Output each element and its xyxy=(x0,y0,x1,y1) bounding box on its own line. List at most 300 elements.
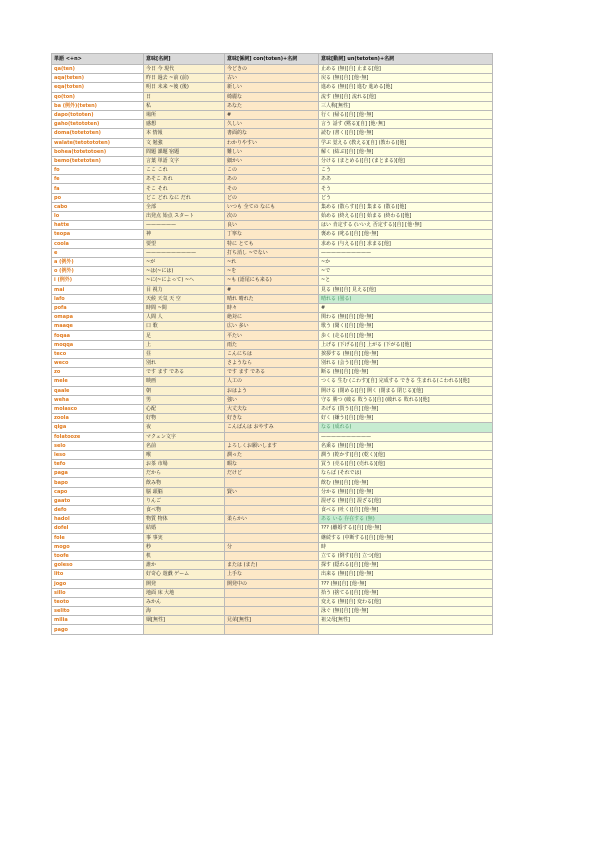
cell-word: maaqe xyxy=(52,322,144,331)
cell-word: fo xyxy=(52,166,144,175)
cell-verb: 立てる (倒す)[自] 立つ[他] xyxy=(319,551,493,560)
table-row xyxy=(52,303,493,312)
cell-noun: 足 xyxy=(144,331,225,340)
cell-word: milia xyxy=(52,616,144,625)
cell-verb: ~で xyxy=(319,267,493,276)
cell-verb: 混ぜる (無)[自] 混ざる[他] xyxy=(319,496,493,505)
table-row xyxy=(52,248,493,257)
cell-verb: 歩く (走る)[自] [他･無] xyxy=(319,331,493,340)
header-connective: 意味[係詞] con(toten)+名詞 xyxy=(225,54,319,65)
cell-verb: 関わる (無)[自] [他･無] xyxy=(319,313,493,322)
header-row xyxy=(52,54,493,65)
table-row xyxy=(52,331,493,340)
table-row xyxy=(52,359,493,368)
cell-noun: 文 勉強 xyxy=(144,138,225,147)
cell-word: hatte xyxy=(52,221,144,230)
cell-verb: 食べる (吐く)[自] [他･無] xyxy=(319,506,493,515)
cell-connective: 良い xyxy=(225,221,319,230)
cell-connective: 晴れ 晴れた xyxy=(225,294,319,303)
cell-verb: 褒める (叱る)[自] [他･無] xyxy=(319,230,493,239)
cell-word: weha xyxy=(52,395,144,404)
cell-noun: 要望 xyxy=(144,239,225,248)
cell-noun: 机 xyxy=(144,551,225,560)
cell-word: dofel xyxy=(52,524,144,533)
cell-verb: 見る (無)[自] 見える[他] xyxy=(319,285,493,294)
cell-word: lafo xyxy=(52,294,144,303)
cell-noun xyxy=(144,625,225,634)
cell-noun: ~は(~には) xyxy=(144,267,225,276)
cell-verb: 守る 勝つ (破る 敗うる)[自] (破れる 敗れる)[他] xyxy=(319,395,493,404)
cell-word: walate(tetotototen) xyxy=(52,138,144,147)
cell-word: ba (例外)(teten) xyxy=(52,101,144,110)
table-row xyxy=(52,496,493,505)
cell-connective: 難しい xyxy=(225,147,319,156)
cell-noun: 全部 xyxy=(144,202,225,211)
cell-word: qaale xyxy=(52,386,144,395)
cell-word: molasco xyxy=(52,404,144,413)
cell-word: fa xyxy=(52,184,144,193)
cell-connective: あの xyxy=(225,175,319,184)
cell-connective: 強い xyxy=(225,395,319,404)
cell-noun: そこ それ xyxy=(144,184,225,193)
cell-word: selo xyxy=(52,441,144,450)
table-row xyxy=(52,74,493,83)
cell-noun: 海 xyxy=(144,607,225,616)
cell-connective: ~も (語尾にも来る) xyxy=(225,276,319,285)
header-verb: 意味[動詞] un(tetoten)+名詞 xyxy=(319,54,493,65)
cell-connective: 書面的な xyxy=(225,129,319,138)
cell-noun: みかん xyxy=(144,597,225,606)
cell-connective: 賢い xyxy=(225,487,319,496)
cell-connective: 次の xyxy=(225,212,319,221)
cell-connective: 古い xyxy=(225,74,319,83)
cell-connective: または (また) xyxy=(225,561,319,570)
cell-word: folatooze xyxy=(52,432,144,441)
cell-verb: 泳ぐ (無)[自] [他･無] xyxy=(319,607,493,616)
cell-connective: 大丈夫な xyxy=(225,404,319,413)
cell-connective: です ます である xyxy=(225,368,319,377)
cell-connective: おはよう xyxy=(225,386,319,395)
cell-noun: 好物 xyxy=(144,414,225,423)
cell-verb: 集める (散らす)[自] 集まる (散る)[他] xyxy=(319,202,493,211)
cell-verb: はい 肯定する (いいえ 否定する)[自] [他･無] xyxy=(319,221,493,230)
cell-word: omapa xyxy=(52,313,144,322)
cell-connective: 兄弟[無性] xyxy=(225,616,319,625)
cell-verb: ある いる 存在する (無) xyxy=(319,515,493,524)
cell-word: toofe xyxy=(52,551,144,560)
cell-verb: なる (成れる) xyxy=(319,423,493,432)
table-row xyxy=(52,588,493,597)
cell-noun: —————————— xyxy=(144,248,225,257)
cell-connective: # xyxy=(225,285,319,294)
table-row xyxy=(52,239,493,248)
table-row xyxy=(52,92,493,101)
cell-word: pofa xyxy=(52,303,144,312)
cell-verb: 探す (隠れる)[自] [他･無] xyxy=(319,561,493,570)
cell-word: zoola xyxy=(52,414,144,423)
cell-word: doma(totetoten) xyxy=(52,129,144,138)
cell-verb: 飲む (無)[自] [他･無] xyxy=(319,478,493,487)
cell-word: mai xyxy=(52,285,144,294)
cell-word: paga xyxy=(52,469,144,478)
cell-noun: 脳 頭脳 xyxy=(144,487,225,496)
cell-word: teco xyxy=(52,349,144,358)
table-row xyxy=(52,423,493,432)
cell-noun: 映画 xyxy=(144,377,225,386)
cell-connective: 潤った xyxy=(225,450,319,459)
cell-verb: 始める (終える)[自] 始まる (終わる)[他] xyxy=(319,212,493,221)
table-row xyxy=(52,597,493,606)
table-row xyxy=(52,441,493,450)
cell-connective: どの xyxy=(225,193,319,202)
table-row xyxy=(52,524,493,533)
cell-noun: 上 xyxy=(144,340,225,349)
cell-verb: 買う (売る)[自] (売れる)[他] xyxy=(319,460,493,469)
table-row xyxy=(52,257,493,266)
cell-connective: 新しい xyxy=(225,83,319,92)
cell-word: eqa(toten) xyxy=(52,83,144,92)
cell-word: foqaa xyxy=(52,331,144,340)
cell-verb: 止める (無)[自] 止まる[他] xyxy=(319,65,493,74)
table-row xyxy=(52,313,493,322)
cell-word: selito xyxy=(52,607,144,616)
cell-noun: ~が xyxy=(144,257,225,266)
table-row xyxy=(52,285,493,294)
cell-connective: その xyxy=(225,184,319,193)
cell-verb: 戻る (無)[自] [他･無] xyxy=(319,74,493,83)
cell-word: fole xyxy=(52,533,144,542)
table-row xyxy=(52,460,493,469)
table-row xyxy=(52,129,493,138)
table-row xyxy=(52,193,493,202)
cell-verb: 上げる (下げる)[自] 上がる (下がる)[他] xyxy=(319,340,493,349)
cell-word: weco xyxy=(52,359,144,368)
header-word: 単語 <+n> xyxy=(52,54,144,65)
cell-verb: 継続する (中断する)[自] [他･無] xyxy=(319,533,493,542)
cell-verb: 流す (無)[自] 流れる[他] xyxy=(319,92,493,101)
table-row xyxy=(52,386,493,395)
cell-connective: 分 xyxy=(225,542,319,551)
cell-noun: 本 情報 xyxy=(144,129,225,138)
cell-connective: 柔らかい xyxy=(225,515,319,524)
cell-noun: 喉 xyxy=(144,450,225,459)
cell-noun: 別れ xyxy=(144,359,225,368)
table-row xyxy=(52,625,493,634)
cell-word: sillo xyxy=(52,588,144,597)
cell-connective xyxy=(225,524,319,533)
cell-noun: 明日 未来 ~後 (後) xyxy=(144,83,225,92)
cell-verb: —————————— xyxy=(319,248,493,257)
cell-word: pago xyxy=(52,625,144,634)
table-row xyxy=(52,377,493,386)
cell-word: e xyxy=(52,248,144,257)
cell-noun: 地面 床 大地 xyxy=(144,588,225,597)
cell-word: jogo xyxy=(52,579,144,588)
cell-word: teoto xyxy=(52,597,144,606)
table-row xyxy=(52,404,493,413)
cell-verb: つくる 生む (こわす)[自] 完成する できる 生まれる(こわれる)[他] xyxy=(319,377,493,386)
cell-verb: ??? (離婚する)[自] [他･無] xyxy=(319,524,493,533)
table-row xyxy=(52,579,493,588)
cell-verb: そう xyxy=(319,184,493,193)
cell-verb: 行く (帰る)[自] [他･無] xyxy=(319,110,493,119)
table-row xyxy=(52,349,493,358)
cell-connective xyxy=(225,588,319,597)
table-row xyxy=(52,450,493,459)
cell-connective: だけど xyxy=(225,469,319,478)
cell-connective xyxy=(225,496,319,505)
cell-noun: —————— xyxy=(144,221,225,230)
table-row xyxy=(52,202,493,211)
cell-noun: ~に(~によって) ~へ xyxy=(144,276,225,285)
cell-verb: 挨拶する (無)[自] [他･無] xyxy=(319,349,493,358)
table-row xyxy=(52,561,493,570)
table-row xyxy=(52,616,493,625)
cell-connective xyxy=(225,597,319,606)
cell-word: qiga xyxy=(52,423,144,432)
cell-connective: 広い 多い xyxy=(225,322,319,331)
cell-verb: 好く (嫌う)[自] [他･無] xyxy=(319,414,493,423)
cell-connective xyxy=(225,625,319,634)
cell-connective: 綺麗な xyxy=(225,92,319,101)
cell-word: gaato xyxy=(52,496,144,505)
cell-word: lito xyxy=(52,570,144,579)
cell-word: bemo(tetetoten) xyxy=(52,156,144,165)
table-row xyxy=(52,166,493,175)
cell-noun: マクェン文字 xyxy=(144,432,225,441)
cell-connective: さようなら xyxy=(225,359,319,368)
cell-word: lo xyxy=(52,212,144,221)
cell-verb: 学ぶ 覚える (教える)[自] (教わる)[他] xyxy=(319,138,493,147)
cell-noun: 日 xyxy=(144,92,225,101)
cell-noun: だから xyxy=(144,469,225,478)
cell-noun: 心配 xyxy=(144,404,225,413)
cell-noun: どこ どれ なに だれ xyxy=(144,193,225,202)
table-row xyxy=(52,414,493,423)
cell-noun: 飲み物 xyxy=(144,478,225,487)
cell-word: cabo xyxy=(52,202,144,211)
cell-connective: 丁寧な xyxy=(225,230,319,239)
table-row xyxy=(52,533,493,542)
cell-verb: 三人称[無性] xyxy=(319,101,493,110)
cell-verb: ~か xyxy=(319,257,493,266)
cell-noun: 言葉 単語 文字 xyxy=(144,156,225,165)
cell-noun: 問題 課題 宿題 xyxy=(144,147,225,156)
cell-noun: 好奇心 遊戯 ゲーム xyxy=(144,570,225,579)
cell-noun: 目 視力 xyxy=(144,285,225,294)
cell-connective: 開発中の xyxy=(225,579,319,588)
cell-connective: ~を xyxy=(225,267,319,276)
cell-verb: ~と xyxy=(319,276,493,285)
cell-verb: 解く (結ぶ)[自] [他･無] xyxy=(319,147,493,156)
cell-word: gaho(tetototen) xyxy=(52,120,144,129)
cell-verb: 潤う (乾かす)[自] (乾く)[他] xyxy=(319,450,493,459)
cell-connective: # xyxy=(225,110,319,119)
cell-verb: 読む (書く)[自] [他･無] xyxy=(319,129,493,138)
cell-connective: この xyxy=(225,166,319,175)
cell-noun: 開発 xyxy=(144,579,225,588)
cell-connective xyxy=(225,533,319,542)
cell-verb: 求める (与える)[自] 求まる[他] xyxy=(319,239,493,248)
table-row xyxy=(52,322,493,331)
cell-word: a (例外) xyxy=(52,257,144,266)
cell-verb: 名乗る (無)[自] [他･無] xyxy=(319,441,493,450)
cell-noun: 神 xyxy=(144,230,225,239)
cell-noun: 誰か xyxy=(144,561,225,570)
cell-noun: りんご xyxy=(144,496,225,505)
table-row xyxy=(52,542,493,551)
cell-noun: 朝 xyxy=(144,386,225,395)
cell-word: qo(ton) xyxy=(52,92,144,101)
table-row xyxy=(52,156,493,165)
table-row xyxy=(52,101,493,110)
cell-word: i (例外) xyxy=(52,276,144,285)
cell-verb: 出来る (無)[自] [他･無] xyxy=(319,570,493,579)
table-row xyxy=(52,368,493,377)
cell-word: aqa(teten) xyxy=(52,74,144,83)
table-row xyxy=(52,110,493,119)
table-row xyxy=(52,294,493,303)
table-row xyxy=(52,340,493,349)
cell-word: defo xyxy=(52,506,144,515)
cell-noun: 昼 xyxy=(144,349,225,358)
cell-verb: 断る (無)[自] [他･無] xyxy=(319,368,493,377)
cell-word: goleso xyxy=(52,561,144,570)
cell-verb: 進める (無)[自] 進む 進める[他] xyxy=(319,83,493,92)
cell-word: mogo xyxy=(52,542,144,551)
cell-word: bapo xyxy=(52,478,144,487)
vocabulary-table xyxy=(51,53,493,635)
table-row xyxy=(52,551,493,560)
cell-connective: こんばんは おやすみ xyxy=(225,423,319,432)
table-row xyxy=(52,515,493,524)
cell-connective: 上手な xyxy=(225,570,319,579)
cell-connective: 暇な xyxy=(225,460,319,469)
cell-connective: 細かい xyxy=(225,156,319,165)
table-row xyxy=(52,230,493,239)
cell-noun: お茶 市場 xyxy=(144,460,225,469)
table-body xyxy=(52,65,493,635)
cell-verb: 時 xyxy=(319,542,493,551)
cell-verb: 拾う (捨てる)[自] [他･無] xyxy=(319,588,493,597)
cell-noun: 男 xyxy=(144,395,225,404)
cell-noun: 出発点 始点 スタート xyxy=(144,212,225,221)
table-row xyxy=(52,184,493,193)
cell-connective xyxy=(225,551,319,560)
table-row xyxy=(52,120,493,129)
table-row xyxy=(52,607,493,616)
cell-noun: 事 事実 xyxy=(144,533,225,542)
cell-connective: 打ち消し ~でない xyxy=(225,248,319,257)
table-row xyxy=(52,478,493,487)
cell-word: hadol xyxy=(52,515,144,524)
cell-verb: ならば (それでは) xyxy=(319,469,493,478)
cell-connective xyxy=(225,607,319,616)
cell-connective xyxy=(225,478,319,487)
header-noun: 意味[名詞] xyxy=(144,54,225,65)
cell-connective: 絶対に xyxy=(225,313,319,322)
table-row xyxy=(52,432,493,441)
cell-word: bohea(totetotoen) xyxy=(52,147,144,156)
cell-connective: よろしくお願いします xyxy=(225,441,319,450)
cell-connective: こんにちは xyxy=(225,349,319,358)
cell-verb: 歌う (聞く)[自] [他･無] xyxy=(319,322,493,331)
cell-word: dapo(tototen) xyxy=(52,110,144,119)
cell-connective xyxy=(225,432,319,441)
cell-word: qa(ten) xyxy=(52,65,144,74)
cell-verb: 開ける (閉める)[自] 開く (閉まる 閉じる)[他] xyxy=(319,386,493,395)
cell-word: coola xyxy=(52,239,144,248)
cell-noun: 人間 人 xyxy=(144,313,225,322)
cell-verb: あげる (貰う)[自] [他･無] xyxy=(319,404,493,413)
cell-verb: こう xyxy=(319,166,493,175)
cell-noun: 私 xyxy=(144,101,225,110)
cell-word: moqqa xyxy=(52,340,144,349)
cell-noun: 姻[無性] xyxy=(144,616,225,625)
table-row xyxy=(52,570,493,579)
cell-verb: どう xyxy=(319,193,493,202)
cell-verb xyxy=(319,625,493,634)
cell-word: teopa xyxy=(52,230,144,239)
cell-connective: 雨た xyxy=(225,340,319,349)
cell-word: capo xyxy=(52,487,144,496)
cell-connective: あなた xyxy=(225,101,319,110)
cell-verb: 言う 話す (黙る)[自] [他･無] xyxy=(319,120,493,129)
cell-word: fe xyxy=(52,175,144,184)
cell-noun: 名前 xyxy=(144,441,225,450)
cell-noun: です ます である xyxy=(144,368,225,377)
table-row xyxy=(52,276,493,285)
cell-connective: わかりやすい xyxy=(225,138,319,147)
table-row xyxy=(52,175,493,184)
cell-noun: 時間 ~間 xyxy=(144,303,225,312)
cell-verb: 分かる (無)[自] [他･無] xyxy=(319,487,493,496)
table-row xyxy=(52,138,493,147)
cell-connective: いつも 全ての なにも xyxy=(225,202,319,211)
cell-verb: ??? (無)[自] [他･無] xyxy=(319,579,493,588)
cell-noun: ここ これ xyxy=(144,166,225,175)
cell-verb: ああ xyxy=(319,175,493,184)
cell-verb: # xyxy=(319,303,493,312)
cell-connective: 好きな xyxy=(225,414,319,423)
cell-connective xyxy=(225,506,319,515)
cell-verb: —————————— xyxy=(319,432,493,441)
cell-noun: あそこ あれ xyxy=(144,175,225,184)
cell-noun: 夜 xyxy=(144,423,225,432)
cell-word: zo xyxy=(52,368,144,377)
cell-word: tefo xyxy=(52,460,144,469)
cell-word: po xyxy=(52,193,144,202)
table-row xyxy=(52,395,493,404)
table-row xyxy=(52,221,493,230)
cell-noun: 食べ物 xyxy=(144,506,225,515)
cell-word: mele xyxy=(52,377,144,386)
cell-connective: 特に とても xyxy=(225,239,319,248)
cell-connective: 平たい xyxy=(225,331,319,340)
cell-connective: 人工の xyxy=(225,377,319,386)
table-row xyxy=(52,83,493,92)
table-row xyxy=(52,267,493,276)
cell-verb: 分ける (まとめる)[自] (まとまる)[他] xyxy=(319,156,493,165)
table-row xyxy=(52,469,493,478)
cell-noun: 物質 物体 xyxy=(144,515,225,524)
table-row xyxy=(52,147,493,156)
cell-verb: 祖父母[無性] xyxy=(319,616,493,625)
cell-noun: 結婚 xyxy=(144,524,225,533)
cell-noun: 口 歌 xyxy=(144,322,225,331)
cell-verb: 別れる (会う)[自] [他･無] xyxy=(319,359,493,368)
cell-connective: 今どきの xyxy=(225,65,319,74)
